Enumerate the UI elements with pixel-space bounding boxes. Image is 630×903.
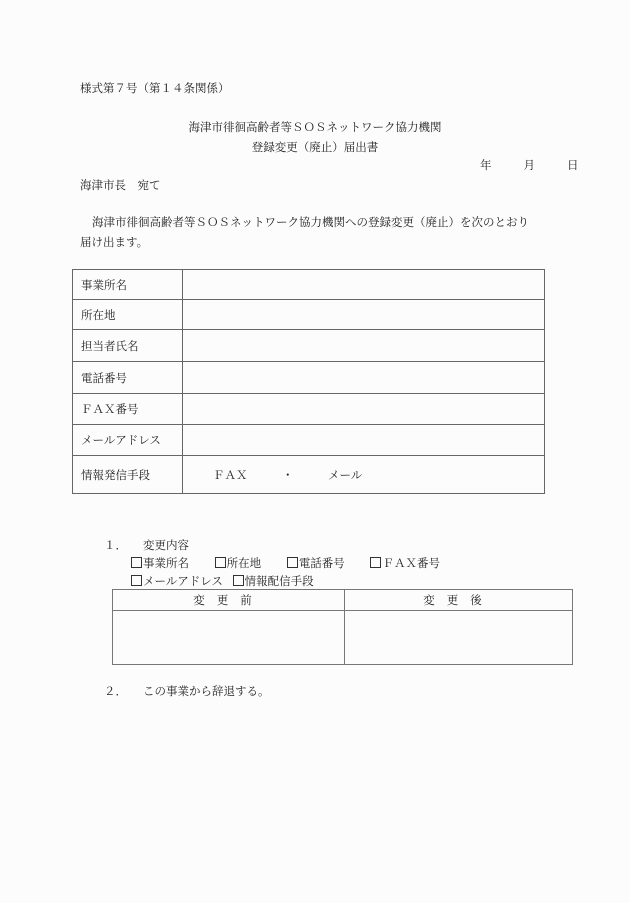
change-table bbox=[112, 589, 573, 665]
row-label: メールアドレス bbox=[73, 425, 183, 456]
checkbox-icon bbox=[370, 557, 381, 568]
section2-text: この事業から辞退する。 bbox=[143, 684, 270, 698]
checkbox-business-name[interactable]: 事業所名 bbox=[131, 555, 189, 571]
document-title-line2: 登録変更（廃止）届出書 bbox=[251, 140, 379, 154]
phone-field[interactable] bbox=[183, 362, 545, 394]
row-label: 所在地 bbox=[73, 300, 183, 330]
checkbox-icon bbox=[131, 557, 142, 568]
date-day-field: 日 bbox=[567, 158, 579, 172]
info-method-field[interactable] bbox=[183, 456, 545, 494]
header-after: 変更後 bbox=[345, 590, 573, 611]
table-row bbox=[73, 362, 545, 394]
addressee: 海津市長 宛て bbox=[80, 178, 161, 192]
checkbox-icon bbox=[131, 575, 142, 586]
section1-number: １． bbox=[104, 538, 127, 552]
email-field[interactable] bbox=[183, 425, 545, 456]
row-label: 電話番号 bbox=[73, 362, 183, 394]
row-label: ＦＡＸ番号 bbox=[73, 394, 183, 425]
header-before: 変更前 bbox=[113, 590, 345, 611]
table-row bbox=[73, 456, 545, 494]
document-title-line1: 海津市徘徊高齢者等ＳＯＳネットワーク協力機関 bbox=[188, 120, 442, 134]
section1-title: 変更内容 bbox=[143, 538, 189, 552]
row-label: 事業所名 bbox=[73, 270, 183, 300]
business-name-field[interactable] bbox=[183, 270, 545, 300]
date-line bbox=[448, 157, 579, 173]
after-field[interactable] bbox=[345, 611, 573, 665]
checkbox-email[interactable]: メールアドレス bbox=[131, 573, 223, 589]
date-month-field: 月 bbox=[523, 158, 535, 172]
checkbox-icon bbox=[215, 557, 226, 568]
info-method-options: ＦＡＸ ・ メール bbox=[213, 467, 363, 482]
checkbox-row-2 bbox=[131, 573, 320, 589]
body-text-line2: 届け出ます。 bbox=[80, 235, 149, 249]
registration-info-table bbox=[72, 269, 545, 494]
row-label: 情報発信手段 bbox=[73, 456, 183, 494]
checkbox-row-1 bbox=[131, 555, 462, 571]
checkbox-address[interactable]: 所在地 bbox=[215, 555, 262, 571]
checkbox-icon bbox=[233, 575, 244, 586]
table-row bbox=[73, 425, 545, 456]
fax-field[interactable] bbox=[183, 394, 545, 425]
checkbox-phone[interactable]: 電話番号 bbox=[287, 555, 345, 571]
checkbox-fax[interactable]: ＦＡＸ番号 bbox=[370, 555, 440, 571]
change-table-header bbox=[113, 590, 573, 611]
address-field[interactable] bbox=[183, 300, 545, 330]
date-year-field: 年 bbox=[480, 158, 492, 172]
table-row bbox=[73, 330, 545, 362]
checkbox-info-method[interactable]: 情報配信手段 bbox=[233, 573, 314, 589]
change-table-row bbox=[113, 611, 573, 665]
before-field[interactable] bbox=[113, 611, 345, 665]
checkbox-icon bbox=[287, 557, 298, 568]
contact-person-field[interactable] bbox=[183, 330, 545, 362]
table-row bbox=[73, 300, 545, 330]
table-row bbox=[73, 394, 545, 425]
body-text-line1: 海津市徘徊高齢者等ＳＯＳネットワーク協力機関への登録変更（廃止）を次のとおり bbox=[92, 215, 529, 229]
section2-number: ２． bbox=[104, 684, 127, 698]
form-number: 様式第７号（第１４条関係） bbox=[80, 81, 230, 95]
row-label: 担当者氏名 bbox=[73, 330, 183, 362]
table-row bbox=[73, 270, 545, 300]
